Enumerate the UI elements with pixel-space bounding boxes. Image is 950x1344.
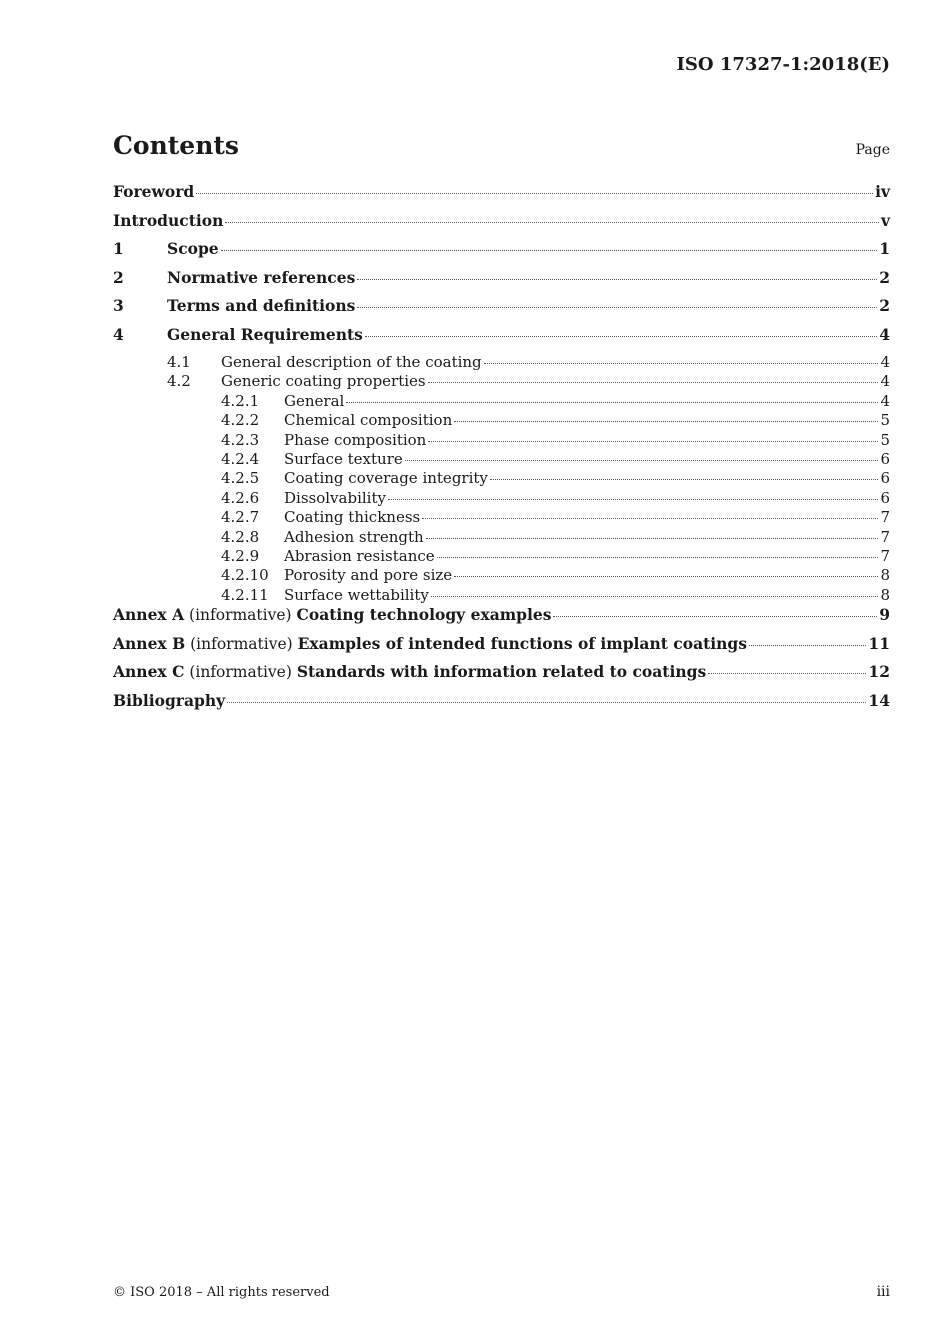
toc-entry-title-text: Phase composition bbox=[284, 430, 427, 449]
toc-entry-title-text: Annex C bbox=[113, 662, 185, 682]
toc-entry-title bbox=[284, 392, 344, 410]
toc-entry-page: 7 bbox=[880, 527, 890, 546]
toc-entry[interactable] bbox=[113, 431, 890, 450]
toc-entry-title-text: Dissolvability bbox=[284, 488, 386, 507]
toc-entry-title-text: Abrasion resistance bbox=[284, 546, 435, 565]
toc-entry-page: 9 bbox=[879, 605, 890, 625]
dot-leader bbox=[365, 336, 877, 337]
dot-leader bbox=[405, 460, 879, 461]
toc-entry-page: 2 bbox=[879, 267, 890, 287]
toc-entry[interactable] bbox=[113, 605, 890, 634]
toc-entry-title-text: Foreword bbox=[113, 182, 195, 201]
toc-entry[interactable] bbox=[113, 489, 890, 508]
toc-entry-page: 6 bbox=[880, 488, 890, 507]
toc-entry-page: 5 bbox=[880, 430, 890, 449]
toc-entry-title bbox=[167, 239, 219, 258]
toc-entry-title bbox=[284, 508, 420, 526]
toc-entry-page: 6 bbox=[880, 469, 890, 488]
toc-entry-annex-title: Standards with information related to coatings bbox=[296, 662, 707, 682]
toc-entry-title-text: General description of the coating bbox=[221, 353, 482, 371]
toc-entry-annex-type: (informative) bbox=[184, 663, 297, 682]
toc-entry-page: 7 bbox=[880, 546, 890, 565]
toc-entry-annex-title: Coating technology examples bbox=[296, 605, 552, 625]
toc-entry[interactable] bbox=[113, 296, 890, 325]
toc-entry-number: 3 bbox=[113, 296, 124, 315]
toc-entry-page: 4 bbox=[880, 353, 890, 371]
page-column-label: Page bbox=[855, 142, 890, 158]
toc-entry-number: 4.2.7 bbox=[221, 508, 260, 527]
toc-entry[interactable] bbox=[113, 528, 890, 547]
dot-leader bbox=[346, 402, 878, 403]
dot-leader bbox=[454, 421, 878, 422]
toc-entry-annex-type: (informative) bbox=[185, 634, 298, 653]
toc-entry-page: iv bbox=[875, 182, 890, 201]
toc-entry[interactable] bbox=[113, 450, 890, 469]
dot-leader bbox=[484, 363, 879, 364]
toc-entry-number: 4.2.1 bbox=[221, 391, 260, 410]
toc-entry-number: 4.2.8 bbox=[221, 527, 260, 546]
toc-entry-title bbox=[113, 211, 223, 230]
dot-leader bbox=[553, 616, 877, 617]
toc-entry[interactable] bbox=[113, 392, 890, 411]
toc-entry[interactable] bbox=[113, 691, 890, 720]
toc-entry-title bbox=[113, 662, 706, 681]
toc-entry-title bbox=[284, 450, 403, 468]
toc-entry[interactable] bbox=[113, 586, 890, 605]
toc-entry-title-text: Adhesion strength bbox=[284, 527, 424, 546]
toc-entry-title bbox=[167, 296, 355, 315]
dot-leader bbox=[388, 499, 878, 500]
toc-entry-title bbox=[284, 411, 452, 429]
toc-entry[interactable] bbox=[113, 662, 890, 691]
toc-entry-number: 4.1 bbox=[167, 353, 191, 371]
toc-entry-page: 1 bbox=[879, 239, 890, 258]
dot-leader bbox=[422, 518, 878, 519]
toc-entry-title bbox=[221, 353, 482, 371]
dot-leader bbox=[227, 702, 866, 703]
toc-entry[interactable] bbox=[113, 268, 890, 297]
toc-entry-title bbox=[284, 547, 435, 565]
toc-entry-page: 8 bbox=[880, 566, 890, 585]
toc-entry-title bbox=[284, 469, 488, 487]
toc-entry-title bbox=[167, 268, 355, 287]
toc-entry-page: 8 bbox=[880, 585, 890, 604]
toc-entry-title bbox=[113, 634, 747, 653]
toc-entry[interactable] bbox=[113, 508, 890, 527]
toc-entry-page: 4 bbox=[879, 324, 890, 344]
toc-entry-page: v bbox=[880, 210, 890, 230]
footer-page-number: iii bbox=[876, 1284, 890, 1300]
toc-entry-title-text: Coating thickness bbox=[284, 508, 421, 527]
toc-entry-title-text: General Requirements bbox=[167, 324, 363, 344]
dot-leader bbox=[490, 479, 879, 480]
toc-entry-title bbox=[284, 431, 426, 449]
toc-entry-page: 5 bbox=[880, 411, 890, 430]
toc-entry-number: 1 bbox=[113, 239, 124, 258]
toc-entry-title-text: Bibliography bbox=[113, 690, 226, 710]
toc-entry-number: 4.2.6 bbox=[221, 488, 260, 507]
toc-entry-number: 4.2.3 bbox=[221, 430, 260, 449]
toc-entry[interactable] bbox=[113, 325, 890, 354]
toc-entry-page: 2 bbox=[879, 296, 890, 315]
toc-entry-title bbox=[284, 528, 424, 546]
toc-entry-title bbox=[284, 566, 452, 584]
toc-entry[interactable] bbox=[113, 372, 890, 391]
footer-copyright: © ISO 2018 – All rights reserved bbox=[113, 1285, 330, 1300]
dot-leader bbox=[196, 193, 873, 194]
toc-entry-title bbox=[113, 605, 551, 624]
toc-entry-page: 11 bbox=[868, 633, 890, 653]
toc-entry-annex-type: (informative) bbox=[184, 606, 297, 625]
toc-entry-title-text: General bbox=[284, 391, 345, 410]
toc-entry[interactable] bbox=[113, 353, 890, 372]
toc-entry-annex-title: Examples of intended functions of implant coatings bbox=[297, 633, 747, 653]
toc-entry-number: 4.2.11 bbox=[221, 585, 269, 604]
dot-leader bbox=[357, 279, 877, 280]
dot-leader bbox=[437, 557, 879, 558]
toc-entry-page: 4 bbox=[880, 372, 890, 391]
toc-entry-number: 4 bbox=[113, 324, 124, 344]
toc-entry[interactable] bbox=[113, 211, 890, 240]
dot-leader bbox=[454, 576, 878, 577]
toc-entry[interactable] bbox=[113, 566, 890, 585]
toc-entry-page: 6 bbox=[880, 449, 890, 468]
dot-leader bbox=[357, 307, 877, 308]
toc-entry-title-text: Porosity and pore size bbox=[284, 566, 453, 585]
toc-entry-number: 4.2.2 bbox=[221, 411, 260, 430]
toc-entry-title-text: Terms and definitions bbox=[167, 296, 356, 315]
dot-leader bbox=[431, 596, 879, 597]
toc-entry[interactable] bbox=[113, 469, 890, 488]
dot-leader bbox=[708, 673, 866, 674]
dot-leader bbox=[225, 222, 879, 223]
page-title: Contents bbox=[113, 131, 240, 160]
toc-entry-title bbox=[284, 586, 429, 604]
toc-entry[interactable] bbox=[113, 411, 890, 430]
toc-entry-page: 4 bbox=[880, 391, 890, 410]
toc-entry-page: 7 bbox=[880, 508, 890, 527]
toc-entry-title bbox=[284, 489, 386, 507]
dot-leader bbox=[428, 441, 878, 442]
toc-entry-number: 4.2.10 bbox=[221, 566, 269, 585]
dot-leader bbox=[426, 538, 879, 539]
toc-entry-title-text: Coating coverage integrity bbox=[284, 469, 488, 488]
toc-entry-title-text: Normative references bbox=[167, 267, 356, 287]
toc-entry-title-text: Introduction bbox=[113, 210, 224, 230]
toc-entry-title bbox=[113, 182, 194, 201]
toc-entry-number: 4.2 bbox=[167, 372, 191, 391]
toc-entry-title bbox=[113, 691, 225, 710]
toc-entry[interactable] bbox=[113, 239, 890, 268]
toc-entry[interactable] bbox=[113, 547, 890, 566]
toc-entry-number: 4.2.4 bbox=[221, 449, 260, 468]
toc-entry-title bbox=[167, 325, 363, 344]
toc-entry-number: 2 bbox=[113, 267, 124, 287]
dot-leader bbox=[428, 382, 879, 383]
document-id: ISO 17327-1:2018(E) bbox=[676, 54, 890, 75]
toc-entry-title-text: Annex A bbox=[113, 605, 185, 625]
dot-leader bbox=[221, 250, 878, 251]
toc-entry-title-text: Scope bbox=[167, 239, 219, 258]
toc-entry-title-text: Surface wettability bbox=[284, 585, 429, 604]
toc-entry-title-text: Surface texture bbox=[284, 449, 403, 468]
toc-entry[interactable] bbox=[113, 634, 890, 663]
toc-entry-number: 4.2.9 bbox=[221, 546, 260, 565]
toc-entry-title-text: Annex B bbox=[113, 633, 186, 653]
table-of-contents bbox=[113, 182, 890, 719]
toc-entry-page: 12 bbox=[868, 662, 890, 682]
toc-entry-title-text: Chemical composition bbox=[284, 411, 453, 430]
dot-leader bbox=[749, 645, 866, 646]
toc-entry-title bbox=[221, 372, 426, 390]
toc-entry-page: 14 bbox=[868, 690, 890, 710]
toc-entry[interactable] bbox=[113, 182, 890, 211]
toc-entry-number: 4.2.5 bbox=[221, 469, 260, 488]
toc-entry-title-text: Generic coating properties bbox=[221, 372, 426, 391]
